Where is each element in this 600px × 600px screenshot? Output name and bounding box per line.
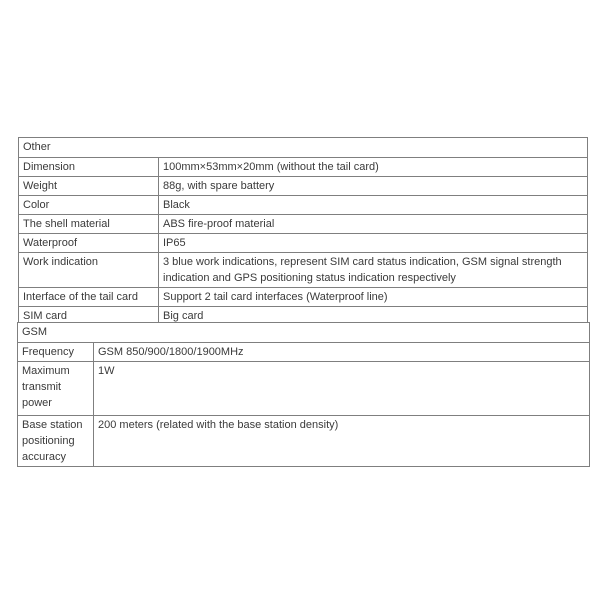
spec-label: Interface of the tail card [19, 288, 159, 307]
spec-label: Frequency [18, 343, 94, 362]
spec-value: 88g, with spare battery [159, 177, 588, 196]
spec-label: Waterproof [19, 234, 159, 253]
table-row [19, 253, 588, 288]
table-row [18, 343, 590, 362]
table-section-title: Other [19, 138, 588, 158]
spec-value: IP65 [159, 234, 588, 253]
spec-table-gsm [17, 322, 590, 467]
spec-table-other [18, 137, 588, 326]
table-header-row [19, 138, 588, 158]
spec-label: Weight [19, 177, 159, 196]
spec-label: SIM card [19, 307, 159, 326]
spec-value: 3 blue work indications, represent SIM card status indication, GSM signal strength indication and GPS positioning status indication respectively [159, 253, 588, 288]
spec-label: Maximum transmit power [18, 362, 94, 416]
spec-label: Base station positioning accuracy [18, 416, 94, 467]
spec-value: Black [159, 196, 588, 215]
spec-value: 1W [94, 362, 590, 416]
table-row [19, 158, 588, 177]
spec-value: 200 meters (related with the base station density) [94, 416, 590, 467]
spec-label: Color [19, 196, 159, 215]
spec-value: Support 2 tail card interfaces (Waterproof line) [159, 288, 588, 307]
spec-label: Dimension [19, 158, 159, 177]
table-header-row [18, 323, 590, 343]
table-row [19, 288, 588, 307]
spec-value: 100mm×53mm×20mm (without the tail card) [159, 158, 588, 177]
spec-value: Big card [159, 307, 588, 326]
table-row [19, 196, 588, 215]
table-row [19, 177, 588, 196]
table-row [18, 362, 590, 416]
table-row [18, 416, 590, 467]
spec-value: GSM 850/900/1800/1900MHz [94, 343, 590, 362]
spec-label: The shell material [19, 215, 159, 234]
table-section-title: GSM [18, 323, 590, 343]
spec-label: Work indication [19, 253, 159, 288]
table-row [19, 215, 588, 234]
table-row [19, 234, 588, 253]
spec-value: ABS fire-proof material [159, 215, 588, 234]
